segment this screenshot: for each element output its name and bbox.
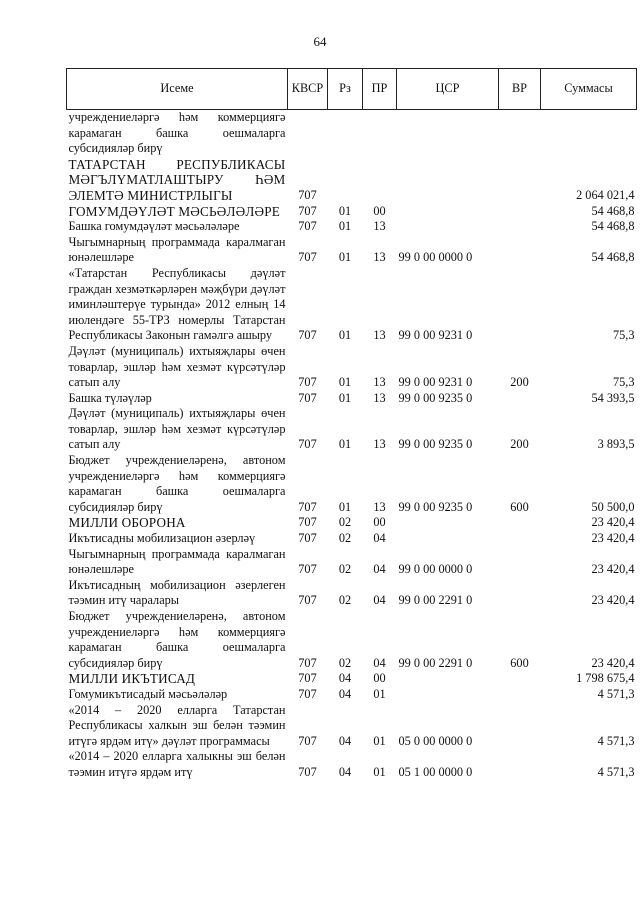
row-sum: 4 571,3 <box>597 733 635 748</box>
row-vr <box>499 578 541 609</box>
row-sum: 54 393,5 <box>591 390 635 405</box>
row-sum: 23 420,4 <box>591 515 635 530</box>
row-sum: 4 571,3 <box>597 686 635 701</box>
row-rz: 02 <box>338 655 352 670</box>
table-row <box>67 609 637 671</box>
row-rz: 04 <box>338 686 352 701</box>
row-rz: 02 <box>338 515 352 530</box>
table-row <box>67 687 637 703</box>
row-name: Бюджет учреждениеләренә, автоном учреждениеләргә һәм коммерциягә карамаган башка оешмаларга субсидияләр бирү <box>68 609 286 670</box>
row-name: «2014 – 2020 елларга Татарстан Республикасы халкын эш белән тәэмин итүгә ярдәм итү» дәүләт программасы <box>68 702 286 748</box>
row-rz: 02 <box>338 593 352 608</box>
row-kvsr: 707 <box>298 499 317 514</box>
row-kvsr: 707 <box>298 764 317 779</box>
row-rz: 01 <box>338 390 352 405</box>
row-pr: 13 <box>373 437 386 452</box>
header-csr: ЦСР <box>397 69 499 110</box>
row-name: Бюджет учреждениеләренә, автоном учреждениеләргә һәм коммерциягә карамаган башка оешмаларга субсидияләр бирү <box>68 453 286 514</box>
table-row <box>67 204 637 220</box>
row-name: «2014 – 2020 елларга халыкны эш белән тәэмин итүгә ярдәм итү <box>68 749 286 779</box>
row-name: Дәүләт (муниципаль) ихтыяҗлары өчен товарлар, эшләр һәм хезмәт күрсәтүләр сатып алу <box>68 343 286 390</box>
row-kvsr: 707 <box>298 250 317 265</box>
row-pr: 13 <box>373 375 386 390</box>
row-csr: 99 0 00 9235 0 <box>398 390 473 405</box>
header-name: Исеме <box>67 69 288 110</box>
row-csr <box>397 219 499 235</box>
table-body <box>67 110 637 781</box>
row-vr: 600 <box>510 499 529 514</box>
row-sum: 23 420,4 <box>591 655 635 670</box>
row-vr <box>499 391 541 407</box>
row-vr <box>499 547 541 578</box>
row-kvsr: 707 <box>298 671 317 686</box>
table-row <box>67 531 637 547</box>
row-rz: 02 <box>338 562 352 577</box>
page-number: 64 <box>313 34 327 49</box>
row-kvsr: 707 <box>298 515 317 530</box>
row-rz: 01 <box>338 375 352 390</box>
row-kvsr: 707 <box>298 390 317 405</box>
row-name: Икътисадның мобилизацион әзерлеген тәэмин итү чаралары <box>68 577 286 608</box>
row-csr <box>397 531 499 547</box>
table-row <box>67 110 637 157</box>
row-rz: 01 <box>338 437 352 452</box>
table-row <box>67 703 637 750</box>
row-csr: 99 0 00 9235 0 <box>398 499 473 514</box>
row-sum: 23 420,4 <box>591 562 635 577</box>
table-row <box>67 578 637 609</box>
row-name: «Татарстан Республикасы дәүләт граждан хезмәткәрләрен мәҗбүри дәүләт иминләштерүе турында» 2012 елның 14 июлендәге 55-ТРЗ номерлы Татарстан Республикасы Законын гамәлгә ашыру <box>68 265 286 343</box>
row-kvsr: 707 <box>298 593 317 608</box>
row-pr: 13 <box>373 219 386 234</box>
row-sum: 2 064 021,4 <box>576 187 635 202</box>
row-rz <box>328 110 363 157</box>
row-csr: 05 1 00 0000 0 <box>398 764 473 779</box>
row-rz <box>328 157 363 204</box>
row-kvsr: 707 <box>298 375 317 390</box>
row-sum <box>541 110 637 157</box>
row-pr: 13 <box>373 328 386 343</box>
row-sum: 54 468,8 <box>591 219 635 234</box>
row-vr <box>499 749 541 780</box>
row-kvsr: 707 <box>298 531 317 546</box>
table-row <box>67 671 637 687</box>
table-row <box>67 391 637 407</box>
row-rz: 01 <box>338 203 352 218</box>
table-row <box>67 547 637 578</box>
row-kvsr: 707 <box>298 437 317 452</box>
row-rz: 02 <box>338 531 352 546</box>
row-pr: 13 <box>373 390 386 405</box>
header-kvsr: КВСР <box>288 69 328 110</box>
row-sum: 75,3 <box>612 375 635 390</box>
row-name: Гомумикътисадый мәсьәләләр <box>68 686 228 701</box>
row-pr: 00 <box>373 515 386 530</box>
row-vr <box>499 671 541 687</box>
header-vr: ВР <box>499 69 541 110</box>
row-vr: 200 <box>510 375 529 390</box>
row-pr: 01 <box>373 733 386 748</box>
row-sum: 3 893,5 <box>597 437 635 452</box>
row-pr: 01 <box>373 764 386 779</box>
table-row <box>67 266 637 344</box>
row-sum: 1 798 675,4 <box>576 671 635 686</box>
row-pr: 04 <box>373 655 386 670</box>
row-pr: 01 <box>373 686 386 701</box>
row-rz: 01 <box>338 499 352 514</box>
row-csr: 99 0 00 2291 0 <box>398 655 473 670</box>
row-csr: 99 0 00 9235 0 <box>398 437 473 452</box>
row-name: ГОМУМДӘҮЛӘТ МӘСЬӘЛӘЛӘРЕ <box>68 203 281 219</box>
row-csr <box>397 204 499 220</box>
row-name: учреждениеләргә һәм коммерциягә карамаган башка оешмаларга субсидияләр бирү <box>68 110 286 156</box>
row-csr: 05 0 00 0000 0 <box>398 733 473 748</box>
row-csr <box>397 157 499 204</box>
row-pr: 13 <box>373 499 386 514</box>
row-vr <box>499 219 541 235</box>
row-sum: 54 468,8 <box>591 250 635 265</box>
row-sum: 54 468,8 <box>591 203 635 218</box>
row-pr <box>363 157 397 204</box>
row-kvsr: 707 <box>298 686 317 701</box>
row-name: Дәүләт (муниципаль) ихтыяҗлары өчен товарлар, эшләр һәм хезмәт күрсәтүләр сатып алу <box>68 406 286 452</box>
row-vr <box>499 531 541 547</box>
row-name: Башка гомумдәүләт мәсьәләләре <box>68 219 240 234</box>
row-pr: 04 <box>373 531 386 546</box>
row-name: МИЛЛИ ОБОРОНА <box>68 515 186 531</box>
row-vr <box>499 515 541 531</box>
row-rz: 01 <box>338 328 352 343</box>
table-row <box>67 453 637 515</box>
row-rz: 04 <box>338 671 352 686</box>
header-pr: ПР <box>363 69 397 110</box>
row-name: Икътисадны мобилизацион әзерләү <box>68 531 256 546</box>
row-vr <box>499 157 541 204</box>
header-rz: Рз <box>328 69 363 110</box>
row-pr: 00 <box>373 671 386 686</box>
row-csr <box>397 687 499 703</box>
row-rz: 04 <box>338 764 352 779</box>
row-vr: 600 <box>510 655 529 670</box>
row-rz: 04 <box>338 733 352 748</box>
row-sum: 75,3 <box>612 328 635 343</box>
row-kvsr: 707 <box>298 562 317 577</box>
row-csr: 99 0 00 0000 0 <box>398 562 473 577</box>
row-sum: 23 420,4 <box>591 531 635 546</box>
row-name: Чыгымнарның программада каралмаган юнәлешләре <box>68 546 286 577</box>
table-row <box>67 219 637 235</box>
row-csr: 99 0 00 9231 0 <box>398 328 473 343</box>
row-kvsr: 707 <box>298 733 317 748</box>
row-vr <box>499 266 541 344</box>
table-row <box>67 515 637 531</box>
table-header <box>67 69 637 110</box>
row-kvsr: 707 <box>298 187 317 202</box>
row-pr: 04 <box>373 593 386 608</box>
row-kvsr: 707 <box>298 328 317 343</box>
row-kvsr: 707 <box>298 203 317 218</box>
table-row <box>67 749 637 780</box>
row-sum: 23 420,4 <box>591 593 635 608</box>
row-kvsr <box>288 110 328 157</box>
row-name: МИЛЛИ ИКЪТИСАД <box>68 671 196 687</box>
row-sum: 4 571,3 <box>597 764 635 779</box>
row-vr <box>499 703 541 750</box>
budget-table <box>66 68 637 781</box>
row-pr <box>363 110 397 157</box>
row-sum: 50 500,0 <box>591 499 635 514</box>
table-row <box>67 157 637 204</box>
row-csr <box>397 515 499 531</box>
row-vr <box>499 204 541 220</box>
row-rz: 01 <box>338 219 352 234</box>
row-pr: 04 <box>373 562 386 577</box>
row-pr: 00 <box>373 203 386 218</box>
table-row <box>67 235 637 266</box>
row-name: ТАТАРСТАН РЕСПУБЛИКАСЫ МӘГЪЛҮМАТЛАШТЫРУ ҺӘМ ЭЛЕМТӘ МИНИСТРЛЫГЫ <box>68 156 286 203</box>
row-name: Чыгымнарның программада каралмаган юнәлешләре <box>68 234 286 265</box>
row-kvsr: 707 <box>298 655 317 670</box>
row-pr: 13 <box>373 250 386 265</box>
row-kvsr: 707 <box>298 219 317 234</box>
row-vr <box>499 235 541 266</box>
row-vr: 200 <box>510 437 529 452</box>
row-name: Башка түләүләр <box>68 390 152 405</box>
header-sum: Суммасы <box>541 69 637 110</box>
row-csr: 99 0 00 0000 0 <box>398 250 473 265</box>
row-rz: 01 <box>338 250 352 265</box>
table-row <box>67 344 637 391</box>
row-csr <box>397 671 499 687</box>
row-csr: 99 0 00 2291 0 <box>398 593 473 608</box>
row-vr <box>499 687 541 703</box>
row-csr <box>397 110 499 157</box>
row-vr <box>499 110 541 157</box>
table-row <box>67 406 637 453</box>
row-csr: 99 0 00 9231 0 <box>398 375 473 390</box>
